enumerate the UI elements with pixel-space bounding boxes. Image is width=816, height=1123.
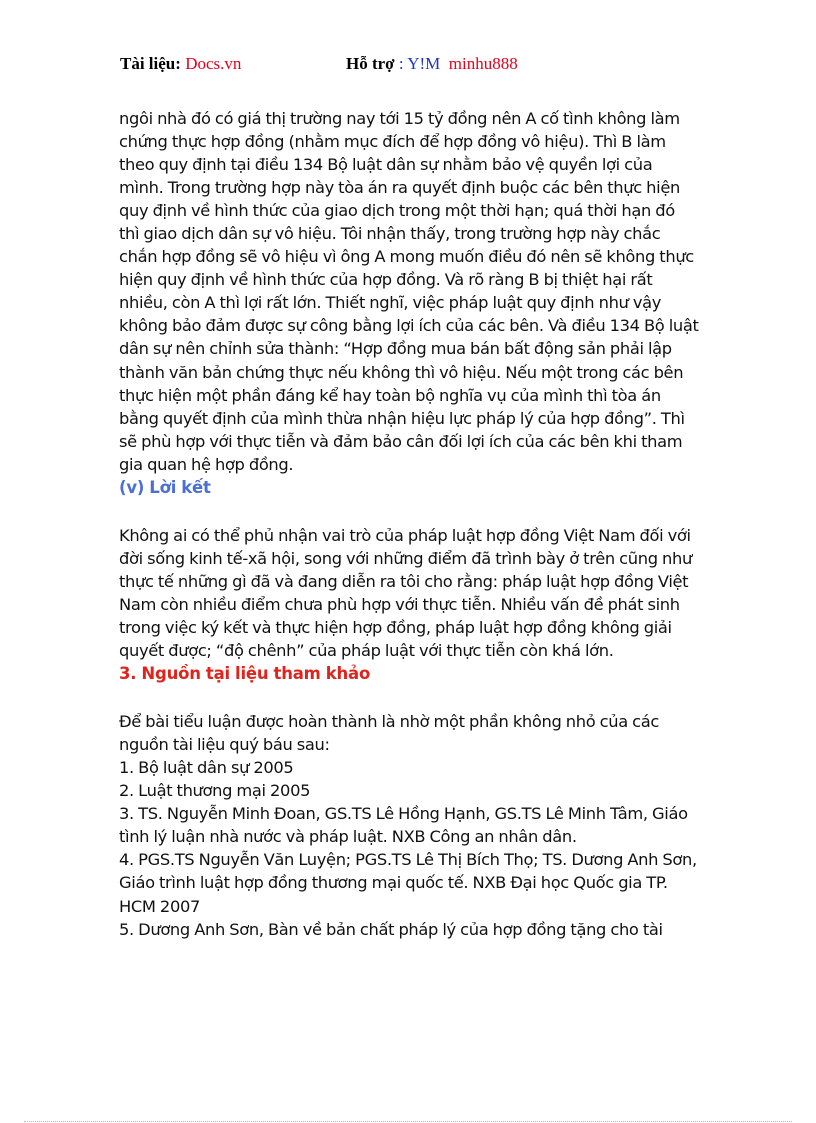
reference-item-5: 5. Dương Anh Sơn, Bàn về bản chất pháp lý của hợp đồng tặng cho tài <box>119 919 663 939</box>
paragraph-2: Không ai có thể phủ nhận vai trò của pháp luật hợp đồng Việt Nam đối với đời sống kinh tế-xã hội, song với những điểm đã trình bày ở trên cũng như thực tế những gì đã và đang diễn ra tôi cho rằng: pháp luật hợp đồng Việt Nam còn nhiều điểm chưa phù hợp với thực tiễn. Nhiều vấn đề phát sinh trong việc ký kết và thực hiện hợp đồng, pháp luật hợp đồng không giải quyết được; “độ chênh” của pháp luật với thực tiễn còn khá lớn. <box>119 525 692 661</box>
header-support-label: Hỗ trợ <box>346 54 395 73</box>
header-support-ym[interactable]: Y!M <box>407 54 441 73</box>
document-body <box>119 107 699 941</box>
reference-item-2: 2. Luật thương mại 2005 <box>119 781 311 801</box>
header-support <box>346 54 518 74</box>
references-intro: Để bài tiểu luận được hoàn thành là nhờ một phần không nhỏ của các nguồn tài liệu quý báu sau: <box>119 712 660 755</box>
header-doc-source: Tài liệu: Docs.vn <box>120 54 242 73</box>
header-doc-site-link[interactable]: Docs.vn <box>185 54 242 73</box>
header-doc-label: Tài liệu <box>120 54 176 73</box>
reference-item-3: 3. TS. Nguyễn Minh Đoan, GS.TS Lê Hồng Hạnh, GS.TS Lê Minh Tâm, Giáo tình lý luận nhà nước và pháp luật. NXB Công an nhân dân. <box>119 804 688 847</box>
header-support-sep: : <box>394 54 408 73</box>
page-bottom-rule <box>24 1121 792 1122</box>
paragraph-1: ngôi nhà đó có giá thị trường nay tới 15 tỷ đồng nên A cố tình không làm chứng thực hợp đồng (nhằm mục đích để hợp đồng vô hiệu). Thì B làm theo quy định tại điều 134 Bộ luật dân sự nhằm bảo vệ quyền lợi của mình. Trong trường hợp này tòa án ra quyết định buộc các bên thực hiện quy định về hình thức của giao dịch trong một thời hạn; quá thời hạn đó thì giao dịch dân sự vô hiệu. Tôi nhận thấy, trong trường hợp này chắc chắn hợp đồng sẽ vô hiệu vì ông A mong muốn điều đó nên sẽ không thực hiện quy định về hình thức của hợp đồng. Và rõ ràng B bị thiệt hại rất nhiều, còn A thì lợi rất lớn. Thiết nghĩ, việc pháp luật quy định như vậy không bảo đảm được sự công bằng lợi ích của các bên. Và điều 134 Bộ luật dân sự nên chỉnh sửa thành: “Hợp đồng mua bán bất động sản phải lập thành văn bản chứng thực nếu không thì vô hiệu. Nếu một trong các bên thực hiện một phần đáng kể hay toàn bộ nghĩa vụ của mình thì tòa án bằng quyết định của mình thừa nhận hiệu lực pháp lý của hợp đồng”. Thì sẽ phù hợp với thực tiễn và đảm bảo cân đối lợi ích của các bên khi tham gia quan hệ hợp đồng. <box>119 109 699 474</box>
heading-conclusion: (v) Lời kết <box>119 477 211 497</box>
heading-references: 3. Nguồn tại liệu tham khảo <box>119 664 371 684</box>
header-support-name[interactable]: minhu888 <box>448 54 518 73</box>
page-header <box>120 54 720 78</box>
reference-item-4: 4. PGS.TS Nguyễn Văn Luyện; PGS.TS Lê Thị Bích Thọ; TS. Dương Anh Sơn, Giáo trình luật hợp đồng thương mại quốc tế. NXB Đại học Quốc gia TP. HCM 2007 <box>119 850 697 916</box>
reference-item-1: 1. Bộ luật dân sự 2005 <box>119 758 294 778</box>
